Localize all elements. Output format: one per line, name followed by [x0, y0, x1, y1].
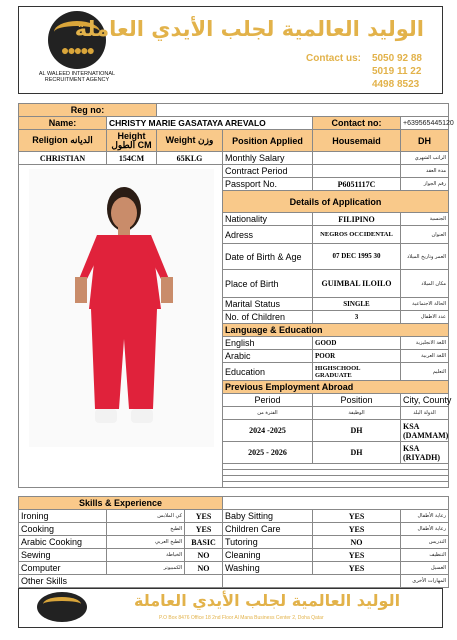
marital-ar: الحالة الاجتماعية [401, 298, 449, 311]
salary-ar: الراتب الشهري [401, 152, 449, 165]
dob-value: 07 DEC 1995 30 [313, 244, 401, 270]
contract-label: Contract Period [223, 165, 313, 178]
emp-2-position: DH [313, 442, 401, 464]
skill-babysitting: Baby Sitting [223, 510, 313, 523]
skill-tutoring-value: NO [313, 536, 401, 549]
emp-position-ar: الوظيفة [313, 407, 401, 420]
education-ar: التعليم [401, 363, 449, 381]
spacer-4 [223, 482, 449, 488]
skill-cleaning-ar: التنظيف [401, 549, 449, 562]
other-skills-ar: المهارات الأخرى [401, 575, 449, 588]
skill-ironing-value: YES [185, 510, 223, 523]
contact-value: +639565445120 [401, 117, 449, 130]
height-value: 154CM [107, 152, 157, 165]
dob-label: Date of Birth & Age [223, 244, 313, 270]
skill-cooking: Cooking [19, 523, 107, 536]
reg-value [157, 104, 449, 117]
skill-computer: Computer [19, 562, 107, 575]
passport-value: P6051117C [313, 178, 401, 191]
skill-computer-value: NO [185, 562, 223, 575]
children-label: No. of Children [223, 311, 313, 324]
footer-logo-icon [37, 592, 87, 622]
logo-text: AL WALEED INTERNATIONAL RECRUITMENT AGENCY [38, 71, 116, 83]
english-value: GOOD [313, 337, 401, 350]
position-value: Housemaid [313, 130, 401, 152]
skill-sewing: Sewing [19, 549, 107, 562]
agency-arabic-name: الوليد العالمية لجلب الأيدي العاملة [74, 17, 424, 41]
skill-cleaning: Cleaning [223, 549, 313, 562]
marital-label: Marital Status [223, 298, 313, 311]
other-skills-value [223, 575, 401, 588]
emp-city-header: City, County [401, 394, 449, 407]
phone-3: 4498 8523 [371, 79, 420, 90]
birthplace-ar: مكان الميلاد [401, 270, 449, 298]
nationality-ar: الجنسية [401, 213, 449, 226]
skill-cleaning-value: YES [313, 549, 401, 562]
english-label: English [223, 337, 313, 350]
candidate-photo [29, 169, 214, 447]
contract-value [313, 165, 401, 178]
height-label: Height الطول CM [107, 130, 157, 152]
children-value: 3 [313, 311, 401, 324]
skill-sewing-ar: الخياطة [107, 549, 185, 562]
contract-ar: مدة العقد [401, 165, 449, 178]
skill-cooking-value: YES [185, 523, 223, 536]
skill-arabic-cooking: Arabic Cooking [19, 536, 107, 549]
emp-position-header: Position [313, 394, 401, 407]
marital-value: SINGLE [313, 298, 401, 311]
other-skills-label: Other Skills [19, 575, 223, 588]
english-ar: اللغة الانجليزية [401, 337, 449, 350]
emp-1-period: 2024 -2025 [223, 420, 313, 442]
skill-washing-ar: الغسيل [401, 562, 449, 575]
skill-childcare-ar: رعاية الأطفال [401, 523, 449, 536]
details-title: Details of Application [223, 191, 449, 213]
nationality-label: Nationality [223, 213, 313, 226]
phone-1: 5050 92 88 [371, 53, 422, 64]
phone-numbers [372, 52, 422, 91]
letterhead [18, 6, 443, 94]
reg-label: Reg no: [19, 104, 157, 117]
contact-us-label: Contact us: [306, 53, 361, 64]
skill-childcare-value: YES [313, 523, 401, 536]
arabic-ar: اللغة العربية [401, 350, 449, 363]
skill-babysitting-ar: رعاية الأطفال [401, 510, 449, 523]
skill-arabic-cooking-ar: الطبخ العربي [107, 536, 185, 549]
passport-ar: رقم الجواز [401, 178, 449, 191]
cv-table [18, 103, 454, 488]
skill-cooking-ar: الطبخ [107, 523, 185, 536]
arabic-value: POOR [313, 350, 401, 363]
name-value: CHRISTY MARIE GASATAYA AREVALO [107, 117, 313, 130]
emp-city-ar: الدولة البلد [401, 407, 449, 420]
skill-ironing: Ironing [19, 510, 107, 523]
skill-arabic-cooking-value: BASIC [185, 536, 223, 549]
skill-washing-value: YES [313, 562, 401, 575]
arabic-label: Arabic [223, 350, 313, 363]
religion-value: CHRISTIAN [19, 152, 107, 165]
footer-arabic-name: الوليد العالمية لجلب الأيدي العاملة [134, 591, 401, 610]
footer-address: P.O Box 8476 Office 18 2nd Floor Al Mana Business Center 2, Doha Qatar [159, 615, 324, 621]
photo-cell [19, 165, 223, 488]
birthplace-value: GUIMBAL ILOILO [313, 270, 401, 298]
skill-computer-ar: الكمبيوتر [107, 562, 185, 575]
skill-tutoring: Tutoring [223, 536, 313, 549]
logo-emblem: ●●●●● [48, 11, 106, 69]
education-value: HIGHSCHOOL GRADUATE [313, 363, 401, 381]
weight-value: 65KLG [157, 152, 223, 165]
skill-tutoring-ar: التدريس [401, 536, 449, 549]
skill-babysitting-value: YES [313, 510, 401, 523]
skills-title-blank [223, 497, 449, 510]
position-label: Position Applied [223, 130, 313, 152]
nationality-value: FILIPINO [313, 213, 401, 226]
skills-title: Skills & Experience [19, 497, 223, 510]
emp-period-header: Period [223, 394, 313, 407]
skills-table [18, 496, 449, 588]
skill-washing: Washing [223, 562, 313, 575]
religion-label: Religion الديانه [19, 130, 107, 152]
passport-label: Passport No. [223, 178, 313, 191]
salary-value [313, 152, 401, 165]
education-label: Education [223, 363, 313, 381]
position-code: DH [401, 130, 449, 152]
skill-ironing-ar: كي الملابس [107, 510, 185, 523]
emp-1-city: KSA (DAMMAM) [401, 420, 449, 442]
language-title: Language & Education [223, 324, 449, 337]
contact-label: Contact no: [313, 117, 401, 130]
name-label: Name: [19, 117, 107, 130]
emp-2-city: KSA (RIYADH) [401, 442, 449, 464]
footer [18, 588, 443, 628]
employment-title: Previous Employment Abroad [223, 381, 449, 394]
dob-ar: العمر وتاريخ الميلاد [401, 244, 449, 270]
address-ar: العنوان [401, 226, 449, 244]
birthplace-label: Place of Birth [223, 270, 313, 298]
address-label: Adress [223, 226, 313, 244]
skill-sewing-value: NO [185, 549, 223, 562]
emp-2-period: 2025 - 2026 [223, 442, 313, 464]
salary-label: Monthly Salary [223, 152, 313, 165]
address-value: NEGROS OCCIDENTAL [313, 226, 401, 244]
emp-1-position: DH [313, 420, 401, 442]
emp-period-ar: الفترة من [223, 407, 313, 420]
phone-2: 5019 11 22 [371, 66, 422, 77]
skill-childcare: Children Care [223, 523, 313, 536]
weight-label: Weight وزن [157, 130, 223, 152]
children-ar: عدد الاطفال [401, 311, 449, 324]
